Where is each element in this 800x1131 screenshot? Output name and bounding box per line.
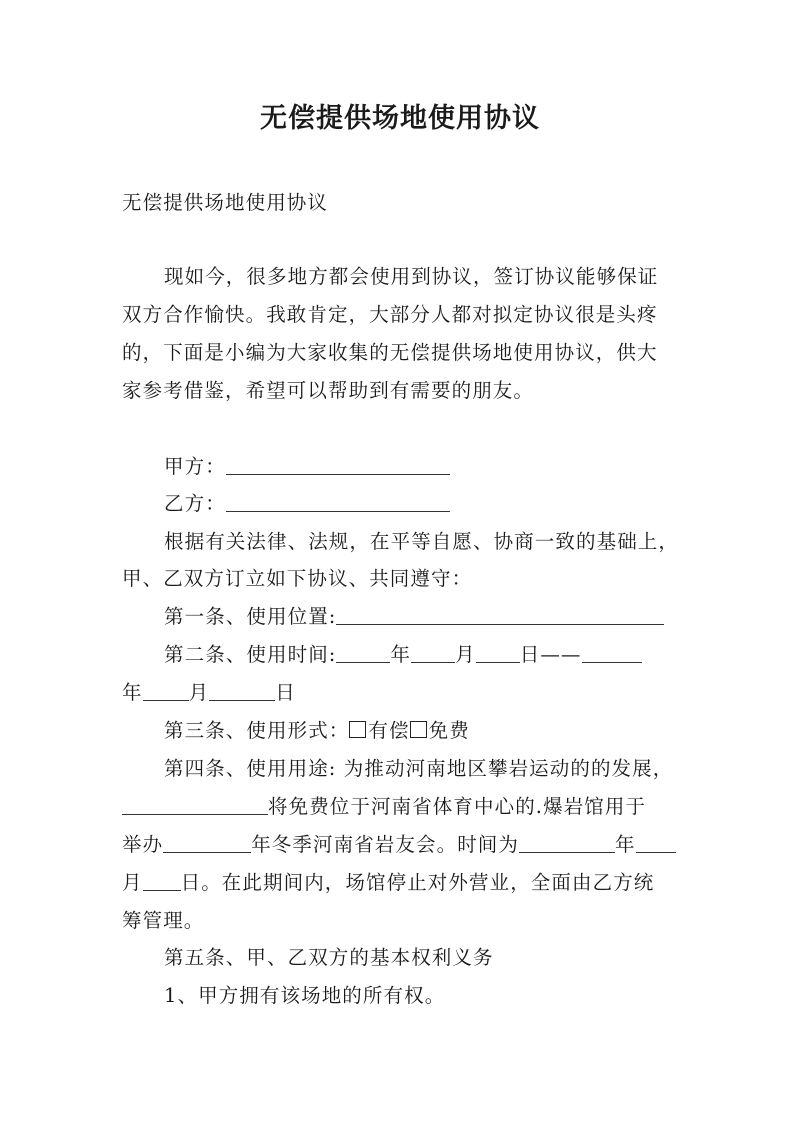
date-range-dash: —— [540, 643, 582, 666]
article-4-line-1: 第四条、使用用途: 为推动河南地区攀岩运动的的发展， [164, 757, 674, 780]
end-month-label: 月 [188, 681, 210, 704]
article-5-item-1: 1、甲方拥有该场地的所有权。 [164, 984, 446, 1007]
party-a-label: 甲方： [164, 455, 226, 478]
article-1-label: 第一条、使用位置: [164, 605, 337, 628]
end-year-label: 年 [122, 681, 143, 704]
free-option-label: 免费 [428, 719, 470, 742]
free-checkbox[interactable] [410, 721, 427, 738]
day-label: 日 [519, 643, 541, 666]
end-month-blank [143, 680, 189, 701]
start-year-blank [336, 642, 390, 663]
article-4-line-4 [122, 868, 682, 898]
end-day-label: 日 [275, 681, 296, 704]
year-label: 年 [390, 643, 412, 666]
basis-line-2: 甲、乙双方订立如下协议、共同遵守： [122, 567, 473, 590]
party-b-blank [226, 491, 450, 512]
article-4-line-2 [122, 792, 682, 822]
end-day-blank [209, 680, 275, 701]
paid-checkbox[interactable] [349, 721, 366, 738]
article-2-label: 第二条、使用时间: [164, 643, 337, 666]
event-year-blank [163, 832, 251, 853]
intro-line-1: 现如今，很多地方都会使用到协议，签订协议能够保证 [164, 265, 659, 288]
article-4-line-5: 筹管理。 [122, 909, 205, 932]
start-day-blank [476, 642, 520, 663]
basis-line-1: 根据有关法律、法规，在平等自愿、协商一致的基础上， [164, 530, 680, 553]
article-2-row-cont [122, 678, 682, 708]
end-year-blank-lead [582, 642, 642, 663]
intro-line-4: 家参考借鉴，希望可以帮助到有需要的朋友。 [122, 379, 535, 402]
event-date-year-blank [519, 832, 615, 853]
start-month-blank [411, 642, 455, 663]
party-b-row [164, 489, 684, 519]
article-3-label: 第三条、使用形式： [164, 719, 350, 742]
article-4-line-4-end: 日。在此期间内，场馆停止对外营业，全面由乙方统 [180, 871, 655, 894]
paid-option-label: 有偿 [368, 719, 410, 742]
article-3-row [164, 716, 684, 746]
event-day-blank [143, 870, 181, 891]
article-1-row [164, 602, 684, 632]
article-1-blank [336, 604, 664, 625]
article-4-line-4-start: 月 [122, 871, 143, 894]
party-a-blank [226, 454, 450, 475]
intro-line-2: 双方合作愉快。我敢肯定，大部分人都对拟定协议很是头疼 [122, 303, 658, 326]
month-label: 月 [455, 643, 476, 666]
event-month-blank-lead [636, 832, 676, 853]
organizer-blank [122, 794, 268, 815]
article-5-heading: 第五条、甲、乙双方的基本权利义务 [164, 946, 494, 969]
document-title: 无偿提供场地使用协议 [260, 103, 540, 134]
article-4-line-3 [122, 830, 682, 860]
document-subtitle: 无偿提供场地使用协议 [122, 191, 329, 214]
intro-line-3: 的，下面是小编为大家收集的无偿提供场地使用协议，供大 [122, 341, 658, 364]
article-4-line-2-text: 将免费位于河南省体育中心的.爆岩馆用于 [268, 795, 647, 818]
party-b-label: 乙方： [164, 492, 226, 515]
article-4-line-3-end: 年 [615, 833, 636, 856]
article-2-row [164, 640, 684, 670]
article-4-line-3-start: 举办 [122, 833, 164, 856]
party-a-row [164, 452, 684, 482]
article-4-line-3-mid: 年冬季河南省岩友会。时间为 [251, 833, 520, 856]
